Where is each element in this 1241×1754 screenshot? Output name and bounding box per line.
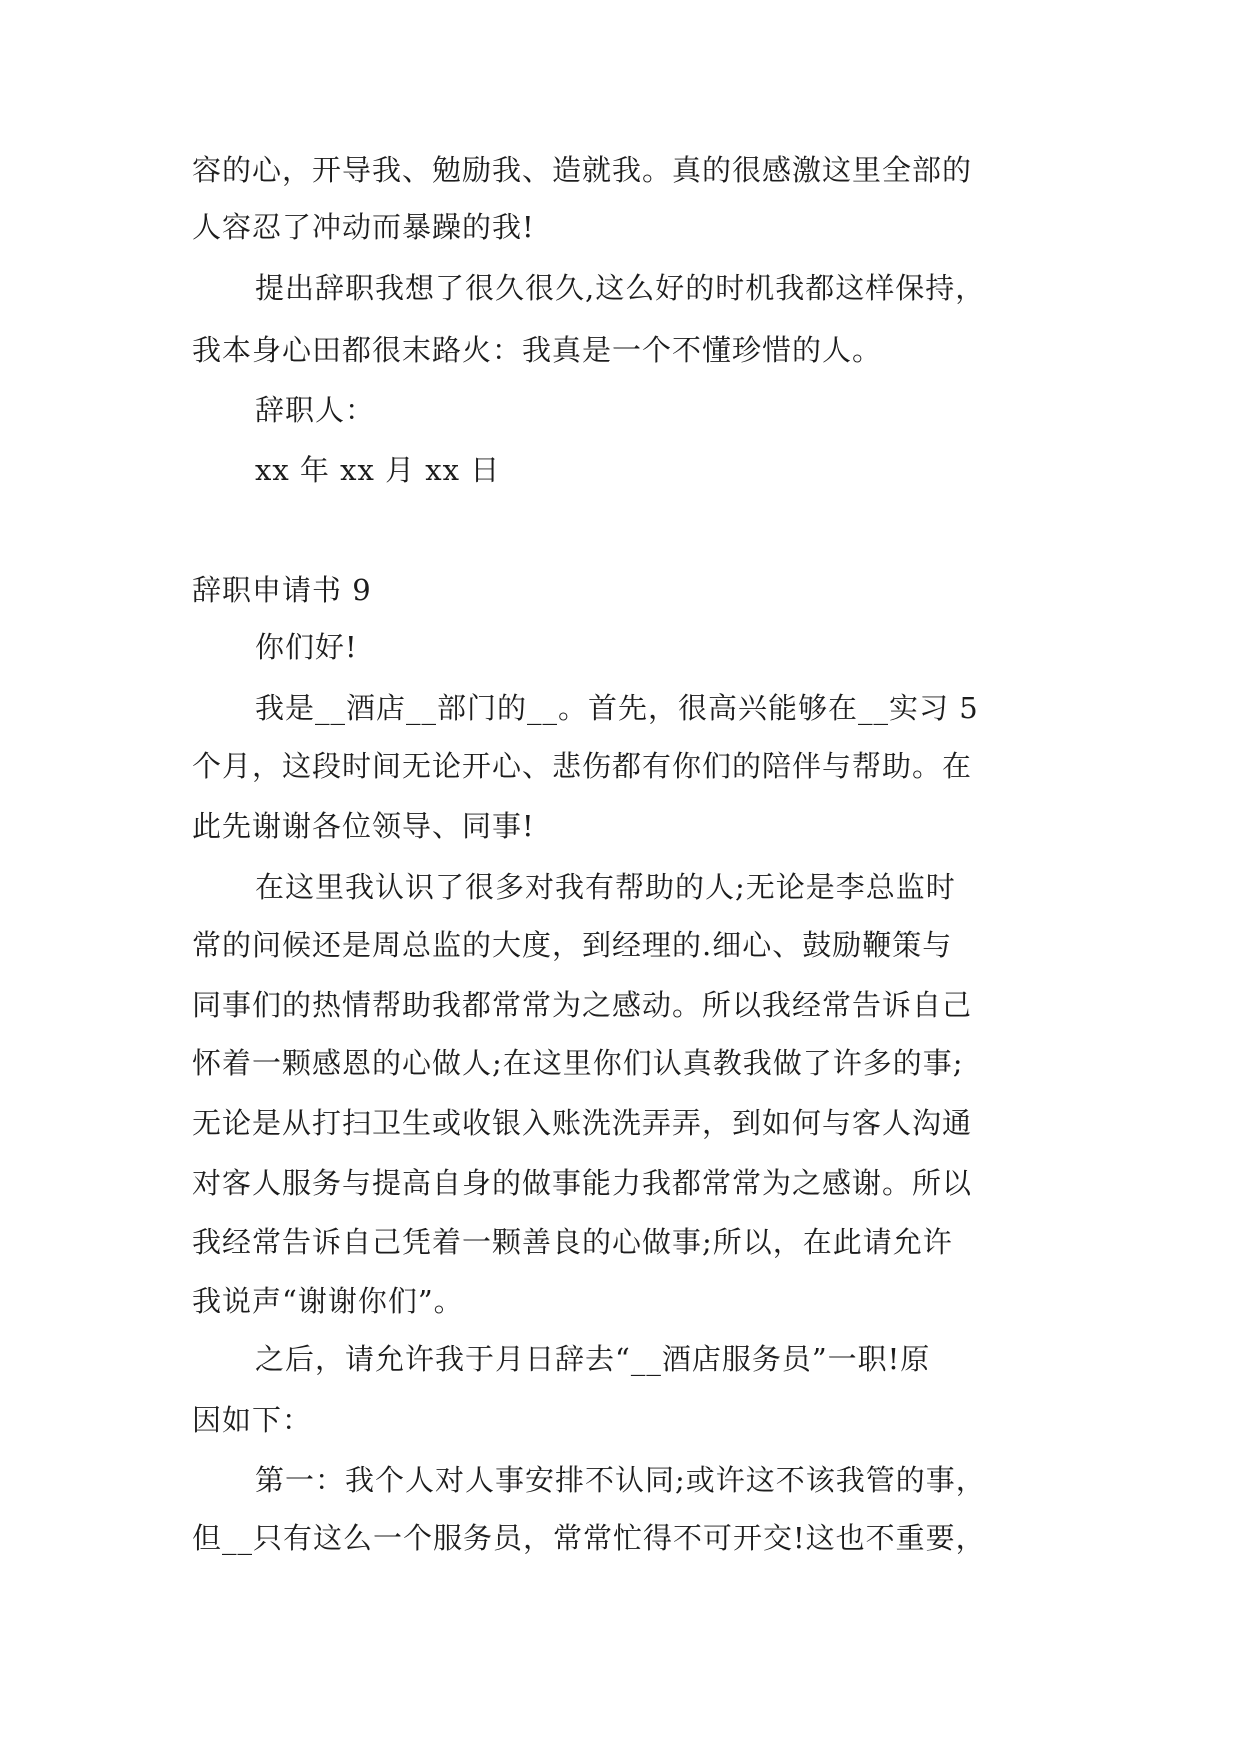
text-line: 容的心，开导我、勉励我、造就我。真的很感激这里全部的 [192, 153, 973, 187]
text-line: 同事们的热情帮助我都常常为之感动。所以我经常告诉自己 [192, 988, 973, 1022]
text-line: 怀着一颗感恩的心做人;在这里你们认真教我做了许多的事; [192, 1046, 964, 1080]
section-title: 辞职申请书 9 [192, 573, 372, 607]
text-line: 个月，这段时间无论开心、悲伤都有你们的陪伴与帮助。在 [192, 749, 973, 783]
text-line: 第一：我个人对人事安排不认同;或许这不该我管的事， [255, 1463, 986, 1497]
date-line: xx 年 xx 月 xx 日 [255, 453, 501, 487]
text-line: 但__只有这么一个服务员，常常忙得不可开交!这也不重要， [192, 1521, 986, 1555]
greeting: 你们好! [255, 630, 358, 664]
text-line: 因如下： [192, 1403, 313, 1437]
text-line: 常的问候还是周总监的大度，到经理的.细心、鼓励鞭策与 [192, 928, 953, 962]
resigner-label: 辞职人： [255, 393, 376, 427]
text-line: 提出辞职我想了很久很久,这么好的时机我都这样保持， [255, 271, 986, 305]
text-line: 我经常告诉自己凭着一颗善良的心做事;所以，在此请允许 [192, 1225, 953, 1259]
text-line: 无论是从打扫卫生或收银入账洗洗弄弄，到如何与客人沟通 [192, 1106, 973, 1140]
text-line: 人容忍了冲动而暴躁的我! [192, 210, 535, 244]
text-line: 对客人服务与提高自身的做事能力我都常常为之感谢。所以 [192, 1166, 973, 1200]
text-line: 我本身心田都很末路火：我真是一个不懂珍惜的人。 [192, 333, 883, 367]
text-line: 我说声“谢谢你们”。 [192, 1284, 464, 1318]
text-line: 在这里我认识了很多对我有帮助的人;无论是李总监时 [255, 870, 956, 904]
text-line: 此先谢谢各位领导、同事! [192, 809, 535, 843]
text-line: 之后，请允许我于月日辞去“__酒店服务员”一职!原 [255, 1342, 931, 1376]
text-line: 我是__酒店__部门的__。首先，很高兴能够在__实习 5 [255, 691, 979, 725]
